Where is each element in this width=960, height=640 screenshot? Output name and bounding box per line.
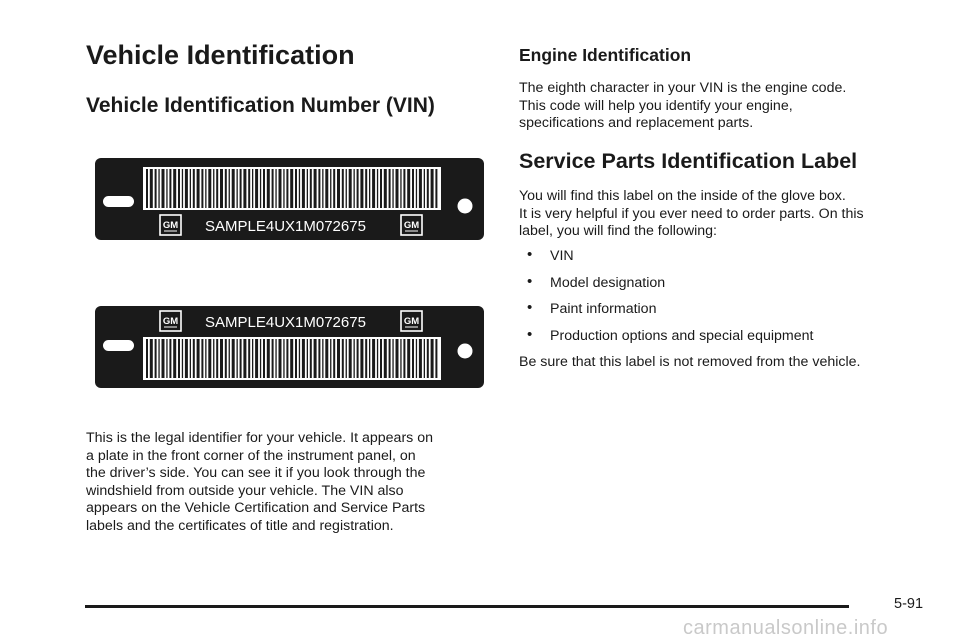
barcode-bar — [354, 339, 355, 378]
barcode-bar — [213, 339, 214, 378]
barcode-bar — [295, 169, 297, 208]
barcode-bar — [182, 339, 183, 378]
barcode-bar — [389, 339, 391, 378]
barcode-bar — [229, 169, 230, 208]
barcode-bar — [369, 339, 370, 378]
barcode-bar — [255, 339, 258, 378]
barcode-bar — [201, 339, 203, 378]
barcode-bar — [419, 169, 422, 208]
barcode-bar — [290, 339, 293, 378]
barcode-bar — [290, 169, 293, 208]
barcode-bar — [307, 169, 308, 208]
barcode-bar — [279, 339, 282, 378]
barcode-bar — [240, 169, 242, 208]
barcode-bar — [307, 339, 308, 378]
barcode-bar — [213, 169, 214, 208]
barcode-bar — [416, 169, 417, 208]
barcode-bar — [318, 339, 320, 378]
barcode-bar — [275, 339, 276, 378]
barcode-bar — [158, 169, 159, 208]
vin-description-line: windshield from outside your vehicle. The VIN also — [86, 482, 404, 499]
barcode-bar — [220, 169, 223, 208]
barcode-bar — [237, 339, 238, 378]
barcode-bar — [419, 339, 422, 378]
barcode-bar — [424, 339, 425, 378]
barcode-bar — [372, 339, 375, 378]
vin-description-line: a plate in the front corner of the instrument panel, on — [86, 447, 416, 464]
engine-id-line: The eighth character in your VIN is the engine code. — [519, 80, 847, 96]
gm-logo-text: GM — [403, 220, 420, 231]
barcode-bar — [178, 339, 180, 378]
barcode-bar — [377, 169, 378, 208]
barcode-bar — [407, 169, 410, 208]
barcode-bar — [220, 339, 223, 378]
barcode-bar — [255, 169, 258, 208]
barcode-bar — [369, 169, 370, 208]
barcode-bar — [342, 169, 344, 208]
barcode-bar — [283, 339, 284, 378]
barcode-bar — [237, 169, 238, 208]
barcode-bar — [314, 339, 317, 378]
barcode-bar — [365, 169, 367, 208]
service-parts-intro-line: You will find this label on the inside of the glove box. — [519, 188, 846, 204]
plate-hole-icon — [458, 199, 473, 214]
service-parts-intro — [519, 188, 864, 241]
barcode-bar — [182, 169, 183, 208]
barcode-bar — [392, 339, 393, 378]
barcode-bar — [267, 339, 270, 378]
barcode-bar — [435, 169, 437, 208]
vin-description-line: the driver’s side. You can see it if you look through the — [86, 465, 426, 481]
barcode-bar — [260, 169, 261, 208]
barcode-bar — [208, 339, 211, 378]
list-item — [519, 272, 813, 302]
barcode-bar — [333, 169, 335, 208]
barcode-bar — [252, 169, 253, 208]
barcode-bar — [193, 169, 195, 208]
barcode — [146, 169, 437, 208]
vin-description-line: labels and the certificates of title and registration. — [86, 517, 394, 534]
barcode-bar — [365, 339, 367, 378]
list-item-label: Model designation — [550, 274, 666, 291]
gm-logo-text: GM — [162, 220, 179, 231]
barcode-bar — [243, 169, 246, 208]
gm-logo-text: GM — [403, 316, 420, 327]
list-item — [519, 248, 813, 275]
barcode-bar — [325, 169, 328, 208]
barcode-bar — [380, 169, 382, 208]
barcode-bar — [190, 169, 191, 208]
barcode-bar — [150, 169, 153, 208]
list-item-label: Paint information — [550, 301, 657, 317]
barcode-bar — [400, 169, 401, 208]
barcode-bar — [416, 339, 417, 378]
barcode-bar — [263, 169, 265, 208]
barcode — [146, 339, 437, 378]
barcode-bar — [225, 339, 227, 378]
vin-plate-bottom — [95, 306, 484, 388]
barcode-bar — [325, 339, 328, 378]
barcode-bar — [229, 339, 230, 378]
barcode-bar — [318, 169, 320, 208]
service-parts-intro-line: It is very helpful if you ever need to order parts. On this — [519, 205, 864, 222]
barcode-bar — [427, 339, 429, 378]
barcode-bar — [146, 169, 148, 208]
service-parts-intro-line: label, you will find the following: — [519, 223, 717, 239]
barcode-bar — [173, 169, 176, 208]
barcode-bar — [166, 169, 167, 208]
barcode-bar — [286, 339, 288, 378]
vin-plate-top — [95, 158, 484, 240]
vin-section-heading: Vehicle Identification Number (VIN) — [86, 94, 435, 117]
barcode-bar — [357, 169, 359, 208]
barcode-bar — [310, 339, 312, 378]
barcode-bar — [155, 169, 157, 208]
engine-id-heading: Engine Identification — [519, 45, 692, 65]
barcode-bar — [205, 169, 206, 208]
barcode-bar — [248, 339, 250, 378]
barcode-bar — [314, 169, 317, 208]
engine-id-text — [519, 80, 846, 133]
barcode-bar — [310, 169, 312, 208]
footer-rule — [85, 605, 849, 608]
bullet-icon: • — [527, 325, 533, 343]
barcode-bar — [267, 169, 270, 208]
engine-id-line: This code will help you identify your engine, — [519, 97, 793, 114]
barcode-bar — [197, 339, 200, 378]
barcode-bar — [403, 169, 405, 208]
barcode-bar — [412, 169, 414, 208]
engine-id-line: specifications and replacement parts. — [519, 115, 754, 131]
barcode-bar — [360, 339, 363, 378]
barcode-bar — [243, 339, 246, 378]
service-parts-list — [519, 248, 813, 354]
barcode-bar — [158, 339, 159, 378]
service-parts-closing-line: Be sure that this label is not removed from the vehicle. — [519, 354, 861, 370]
page-number: 5-91 — [894, 596, 924, 612]
barcode-bar — [389, 169, 391, 208]
list-item-label: Production options and special equipment — [550, 327, 814, 344]
barcode-bar — [330, 339, 331, 378]
barcode-bar — [173, 339, 176, 378]
barcode-bar — [299, 339, 300, 378]
barcode-bar — [225, 169, 227, 208]
barcode-bar — [431, 169, 434, 208]
vin-description-line: appears on the Vehicle Certification and Service Parts — [86, 500, 426, 516]
barcode-bar — [279, 169, 282, 208]
barcode-bar — [185, 169, 188, 208]
barcode-bar — [354, 169, 355, 208]
barcode-bar — [322, 169, 323, 208]
barcode-bar — [162, 339, 165, 378]
barcode-bar — [380, 339, 382, 378]
bullet-icon: • — [527, 299, 533, 316]
barcode-bar — [197, 169, 200, 208]
barcode-bar — [260, 339, 261, 378]
barcode-bar — [322, 339, 323, 378]
list-item — [519, 301, 813, 328]
vin-text: SAMPLE4UX1M072675 — [205, 314, 366, 331]
barcode-bar — [155, 339, 157, 378]
service-parts-closing — [519, 354, 860, 372]
barcode-bar — [372, 169, 375, 208]
list-item — [519, 325, 814, 355]
barcode-bar — [201, 169, 203, 208]
list-item-label: VIN — [550, 248, 574, 264]
barcode-bar — [302, 169, 305, 208]
barcode-bar — [178, 169, 180, 208]
bullet-icon: • — [527, 272, 533, 290]
barcode-bar — [337, 339, 340, 378]
bullet-icon: • — [527, 246, 533, 263]
vin-description — [86, 430, 433, 535]
barcode-bar — [150, 339, 153, 378]
barcode-bar — [232, 169, 235, 208]
barcode-bar — [435, 339, 437, 378]
barcode-bar — [396, 169, 399, 208]
barcode-bar — [349, 339, 352, 378]
barcode-bar — [384, 169, 387, 208]
barcode-bar — [286, 169, 288, 208]
barcode-bar — [169, 169, 171, 208]
vin-text: SAMPLE4UX1M072675 — [205, 218, 366, 235]
vin-description-line: This is the legal identifier for your vehicle. It appears on — [86, 430, 433, 446]
barcode-bar — [190, 339, 191, 378]
service-parts-heading: Service Parts Identification Label — [519, 149, 858, 173]
barcode-bar — [272, 339, 274, 378]
barcode-bar — [302, 339, 305, 378]
barcode-bar — [205, 339, 206, 378]
barcode-bar — [407, 339, 410, 378]
barcode-bar — [185, 339, 188, 378]
barcode-bar — [424, 169, 425, 208]
barcode-bar — [330, 169, 331, 208]
barcode-bar — [263, 339, 265, 378]
barcode-bar — [360, 169, 363, 208]
barcode-bar — [169, 339, 171, 378]
barcode-bar — [272, 169, 274, 208]
barcode-bar — [162, 169, 165, 208]
barcode-bar — [377, 339, 378, 378]
page-title: Vehicle Identification — [86, 40, 355, 70]
barcode-bar — [166, 339, 167, 378]
barcode-bar — [337, 169, 340, 208]
barcode-bar — [427, 169, 429, 208]
barcode-bar — [216, 339, 218, 378]
barcode-bar — [252, 339, 253, 378]
barcode-bar — [346, 339, 347, 378]
barcode-bar — [146, 339, 148, 378]
barcode-bar — [403, 339, 405, 378]
watermark: carmanualsonline.info — [683, 617, 889, 639]
barcode-bar — [357, 339, 359, 378]
barcode-bar — [392, 169, 393, 208]
barcode-bar — [346, 169, 347, 208]
plate-hole-icon — [458, 344, 473, 359]
barcode-bar — [342, 339, 344, 378]
barcode-bar — [283, 169, 284, 208]
barcode-bar — [349, 169, 352, 208]
barcode-bar — [295, 339, 297, 378]
barcode-bar — [240, 339, 242, 378]
barcode-bar — [400, 339, 401, 378]
barcode-bar — [333, 339, 335, 378]
barcode-bar — [216, 169, 218, 208]
barcode-bar — [396, 339, 399, 378]
barcode-bar — [208, 169, 211, 208]
barcode-bar — [431, 339, 434, 378]
barcode-bar — [248, 169, 250, 208]
barcode-bar — [275, 169, 276, 208]
barcode-bar — [412, 339, 414, 378]
barcode-bar — [299, 169, 300, 208]
plate-slot-icon — [103, 196, 134, 207]
plate-slot-icon — [103, 340, 134, 351]
barcode-bar — [384, 339, 387, 378]
barcode-bar — [193, 339, 195, 378]
barcode-bar — [232, 339, 235, 378]
gm-logo-text: GM — [162, 316, 179, 327]
